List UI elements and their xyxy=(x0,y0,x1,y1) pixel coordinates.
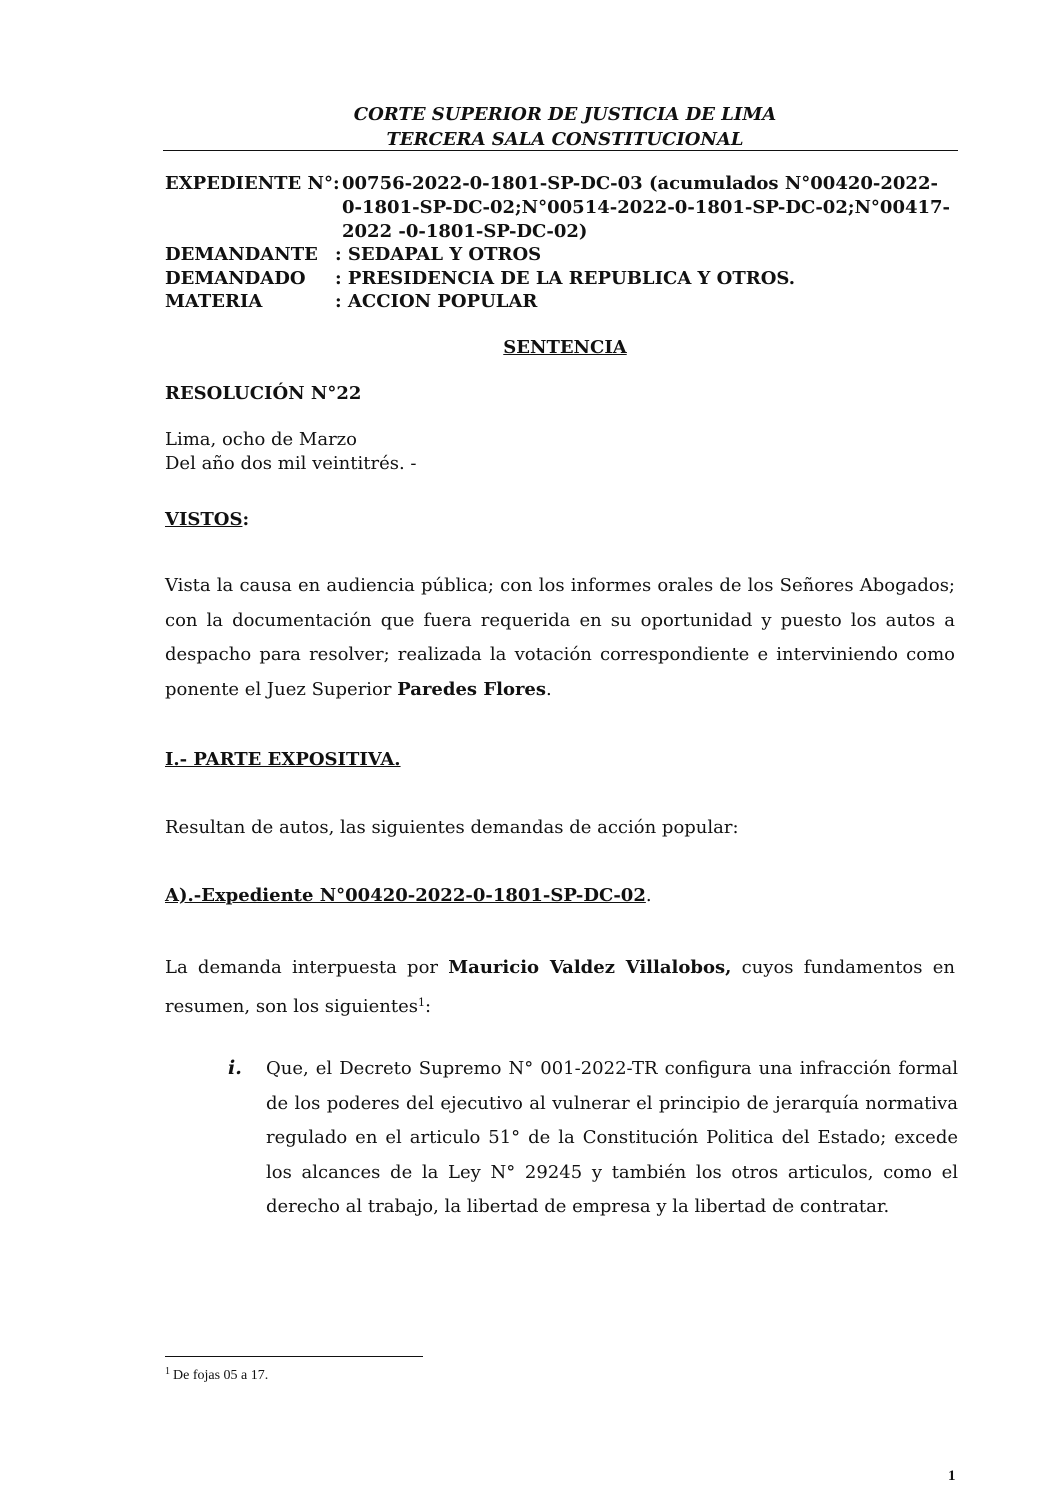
demandante-label: DEMANDANTE xyxy=(165,244,318,265)
footnote-text: De fojas 05 a 17. xyxy=(173,1368,269,1383)
demandado-value: : PRESIDENCIA DE LA REPUBLICA Y OTROS. xyxy=(335,268,796,289)
demand-text-after: cuyos fundamentos en resumen, son los siguientes xyxy=(165,957,955,1017)
ponente-name: Paredes Flores xyxy=(397,678,547,700)
demandado-label: DEMANDADO xyxy=(165,268,306,289)
court-name: CORTE SUPERIOR DE JUSTICIA DE LIMA xyxy=(353,104,777,125)
footnote-reference: 1 xyxy=(418,995,426,1009)
resolution-number: RESOLUCIÓN N°22 xyxy=(165,383,362,404)
page-number: 1 xyxy=(948,1468,956,1484)
list-item-marker: i. xyxy=(228,1057,242,1079)
subsection-heading-a-text: A).-Expediente N°00420-2022-0-1801-SP-DC-02 xyxy=(165,885,646,906)
section-heading-parte-expositiva: I.- PARTE EXPOSITIVA. xyxy=(165,749,401,770)
vistos-heading-text: VISTOS xyxy=(165,509,243,530)
expediente-label: EXPEDIENTE N°: xyxy=(165,173,340,194)
footnote xyxy=(165,1366,268,1384)
header-divider xyxy=(163,150,958,151)
materia-label: MATERIA xyxy=(165,291,263,312)
date-block xyxy=(165,428,416,476)
vistos-end: . xyxy=(546,678,552,700)
expediente-line-1: 00756-2022-0-1801-SP-DC-03 (acumulados N°00420-2022- xyxy=(342,173,938,194)
chamber-name: TERCERA SALA CONSTITUCIONAL xyxy=(386,129,744,150)
section-intro: Resultan de autos, las siguientes demandas de acción popular: xyxy=(165,817,739,838)
date-line-1: Lima, ocho de Marzo xyxy=(165,429,358,450)
plaintiff-name: Mauricio Valdez Villalobos, xyxy=(448,957,732,978)
footnote-number: 1 xyxy=(165,1366,170,1377)
vistos-paragraph xyxy=(165,569,955,707)
demand-text-before: La demanda interpuesta por xyxy=(165,957,449,978)
vistos-heading xyxy=(165,509,249,530)
date-line-2: Del año dos mil veintitrés. - xyxy=(165,453,417,474)
vistos-colon: : xyxy=(242,509,250,530)
expediente-line-2: 0-1801-SP-DC-02;N°00514-2022-0-1801-SP-DC-02;N°00417- xyxy=(342,197,951,218)
subsection-heading-a xyxy=(165,885,652,906)
demandante-value: : SEDAPAL Y OTROS xyxy=(335,244,542,265)
materia-value: : ACCION POPULAR xyxy=(335,291,538,312)
court-header xyxy=(160,102,970,152)
footnote-divider xyxy=(165,1356,423,1357)
subsection-heading-a-end: . xyxy=(645,885,652,906)
sentencia-title: SENTENCIA xyxy=(503,337,627,358)
list-item-text: Que, el Decreto Supremo N° 001-2022-TR configura una infracción formal de los poderes del ejecutivo al vulnerar el principio de jerarquía normativa regulado en el articulo 51° de la Constitución Politica del Estado; excede los alcances de la Ley N° 29245 y también los otros articulos, como el derecho al trabajo, la libertad de empresa y la libertad de contratar. xyxy=(266,1058,958,1217)
expediente-line-3: 2022 -0-1801-SP-DC-02) xyxy=(342,221,588,242)
vistos-text: Vista la causa en audiencia pública; con los informes orales de los Señores Abogados; con la documentación que fuera requerida en su oportunidad y puesto los autos a despacho para resolver; realizada la votación correspondiente e interviniendo como ponente el Juez Superior xyxy=(165,575,955,700)
demand-text-end: : xyxy=(425,995,432,1017)
demand-paragraph xyxy=(165,951,955,1024)
